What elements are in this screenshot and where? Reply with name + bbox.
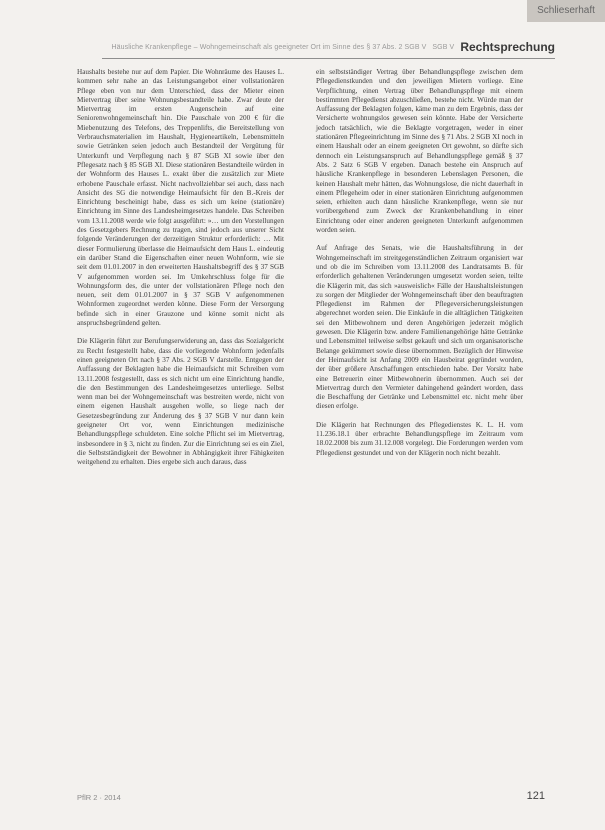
- paragraph: Auf Anfrage des Senats, wie die Haushaltsführung in der Wohngemeinschaft im streitgegenständlichen Zeitraum organisiert war und ob die im Schreiben vom 13.11.2008 des Landratsamts B. für erforderlich gehaltenen Veränderungen umgesetzt worden seien, teilte die Klägerin mit, das sich »ausweislich« Fälle der Haushaltsleistungen zu sorgen der Mitglieder der Wohngemeinschaft über den beauftragten Pflegedienst im Rahmen der Pflegeversicherungsleistungen abgerechnet worden seien. Die Einkäufe in die alltäglichen Tätigkeiten sei den Mitbewohnern und deren Angehörigen jederzeit möglich gewesen. Die Klägerin bzw. andere Familienangehörige hätte Getränke und Lebensmittel teilweise selbst gekauft und sich um organisatorische Belange gekümmert sowie diese übernommen. Bezüglich der Hinweise der Heimaufsicht ist Anfang 2009 ein Hausbeirat gegründet worden, der über größere Anschaffungen entschieden habe. Der Vorsitz habe eine Betreuerin einer Mitbewohnerin übernommen. Auch sei der Mietvertrag durch den Vermieter dahingehend geändert worden, dass die Beschaffung der Getränke und Lebensmittel etc. nicht mehr über diesen erfolge.: [316, 244, 523, 411]
- left-column: [77, 68, 284, 476]
- section-title: Rechtsprechung: [460, 40, 555, 54]
- journal-reference: PflR 2 · 2014: [77, 793, 121, 802]
- running-title: Häusliche Krankenpflege – Wohngemeinschaft als geeigneter Ort im Sinne des § 37 Abs. 2 SGB V: [111, 43, 427, 51]
- running-separator: SGB V: [432, 43, 455, 51]
- paragraph: ein selbstständiger Vertrag über Behandlungspflege zwischen dem Pflegedienstkunden und den jeweiligen Mietern vorliege. Eine Verpflichtung, einen Vertrag über Behandlungspflege mit einem bestimmten Pflegedienst abzuschließen, bestehe nicht. Würde man der Auffassung der Beklagten folgen, käme man zu dem Ergebnis, dass der Versicherte wohnungslos gewesen sein könnte. Habe der Versicherte jedoch tatsächlich, wie die Beklagte vorgetragen, weder in einer stationären Pflegeeinrichtung im Sinne des § 71 Abs. 2 SGB XI noch in einem Haushalt oder an einem geeigneten Ort gewohnt, so dürfte sich dennoch ein Leistungsanspruch auf Behandlungspflege gemäß § 37 Abs. 2 Satz 6 SGB V ergeben. Danach bestehe ein Anspruch auf häusliche Krankenpflege in besonderen Lebenslagen Personen, die keinen Haushalt mehr hätten, das Wohnungslose, die nicht dauerhaft in einem Pflegeheim oder in einer stationären Einrichtung aufgenommen seien, erhielten auch dann häusliche Krankenpflege, wenn sie nur vorübergehend zum Zweck der Krankenbehandlung in einer Einrichtung oder einer anderen geeigneten Unterkunft aufgenommen worden seien.: [316, 68, 523, 235]
- page-number: 121: [526, 790, 545, 802]
- right-column: [316, 68, 523, 467]
- side-tab: Schlieserhaft: [527, 0, 605, 22]
- paragraph: Die Klägerin führt zur Berufungserwiderung an, dass das Sozialgericht zu Recht festgestellt habe, dass die vorliegende Wohnform jedenfalls einen geeigneten Ort nach § 37 Abs. 2 SGB V darstelle. Entgegen der Auffassung der Beklagten habe die Heimaufsicht mit Schreiben vom 13.11.2008 festgestellt, dass es sich nicht um eine Einrichtung handle, die den Bestimmungen des Landesheimgesetzes unterliege. Selbst wenn man bei der Wohngemeinschaft was bestreiten werde, nicht von einem eigenen Haushalt ausgehen wolle, so liege nach der Gesetzesbegründung zur Änderung des § 37 SGB V nur dann kein geeigneter Ort vor, wenn Einrichtungen medizinische Behandlungspflege schuldeten. Eine solche Pflicht sei im Mietvertrag, insbesondere in § 3, nicht zu finden. Zur die Einrichtung sei es ein Ziel, die Selbstständigkeit der Bewohner in Abhängigkeit ihrer Fähigkeiten weitgehend zu erhalten. Dies ergebe sich auch daraus, dass: [77, 337, 284, 467]
- running-header: [104, 38, 555, 56]
- paragraph: Haushalts bestehe nur auf dem Papier. Die Wohnräume des Hauses L. kommen sehr nahe an das Leistungsangebot einer vollstationären Pflege eben von nur dem Unterschied, dass der Mieter einen Mietvertrag über seine Wohnungsbestandteile habe. Zwar deute der Mietvertrag im ersten Augenschein auf eine Seniorenwohngemeinschaft hin. Die Pauschale von 200 € für die Miebenutzung des Telefons, des Treppenlifts, die Bereitstellung von Verbrauchsmaterialien im Haushalt, Hygieneartikeln, Lebensmitteln sowie Getränken seien jedoch auch Bestandteil der Vergütung für Unterkunft und Verpflegung nach § 87 SGB XI sowie über den Pflegesatz nach § 85 SGB XI. Diese stationären Bestandteile würden in der Wohnform des Hauses L. exakt über die zusätzlich zur Miete erhobene Pauschale erfasst. Nicht nachvollziehbar sei auch, dass nach Ansicht des SG die notwendige Heimaufsicht für den B.-Kreis der Einrichtung bescheinigt habe, dass es sich um keine (stationäre) Einrichtung im Sinne des Landesheimgesetzes handele. Das Schreiben vom 13.11.2008 werde wie folgt ausgeführt: »… um den Vorstellungen des Gesetzgebers Rechnung zu tragen, sind jedoch aus unserer Sicht folgende Veränderungen der derzeitigen Struktur erforderlich: … Mit dieser Formulierung überlasse die Heimaufsicht dem Haus L. eindeutig ein darüber Stand die Eigenschaften einer neuen Wohnform, wie sie seit dem 01.01.2007 in den erweiterten Haushaltsbegriff des § 37 SGB V aufgenommen worden sei. Im Umkehrschluss folge für die Wohnungsform des, die unter der vollstationären Pflege noch den neuen, seit dem 01.01.2007 in § 37 SGB V aufgenommenen Wohnformen zugeordnet werden könne. Diese Form der Versorgung befinde sich in einer Grauzone und könne somit nicht als anspruchsbegründend gelten.: [77, 68, 284, 328]
- page-footer: [77, 788, 545, 802]
- header-rule: [102, 58, 555, 59]
- paragraph: Die Klägerin hat Rechnungen des Pflegedienstes K. L. H. vom 11.236.18.1 über erbrachte Behandlungspflege im Zeitraum vom 18.02.2008 bis zum 31.12.008 vorgelegt. Die Forderungen werden vom Pflegedienst gestundet und von der Klägerin noch nicht bezahlt.: [316, 420, 523, 457]
